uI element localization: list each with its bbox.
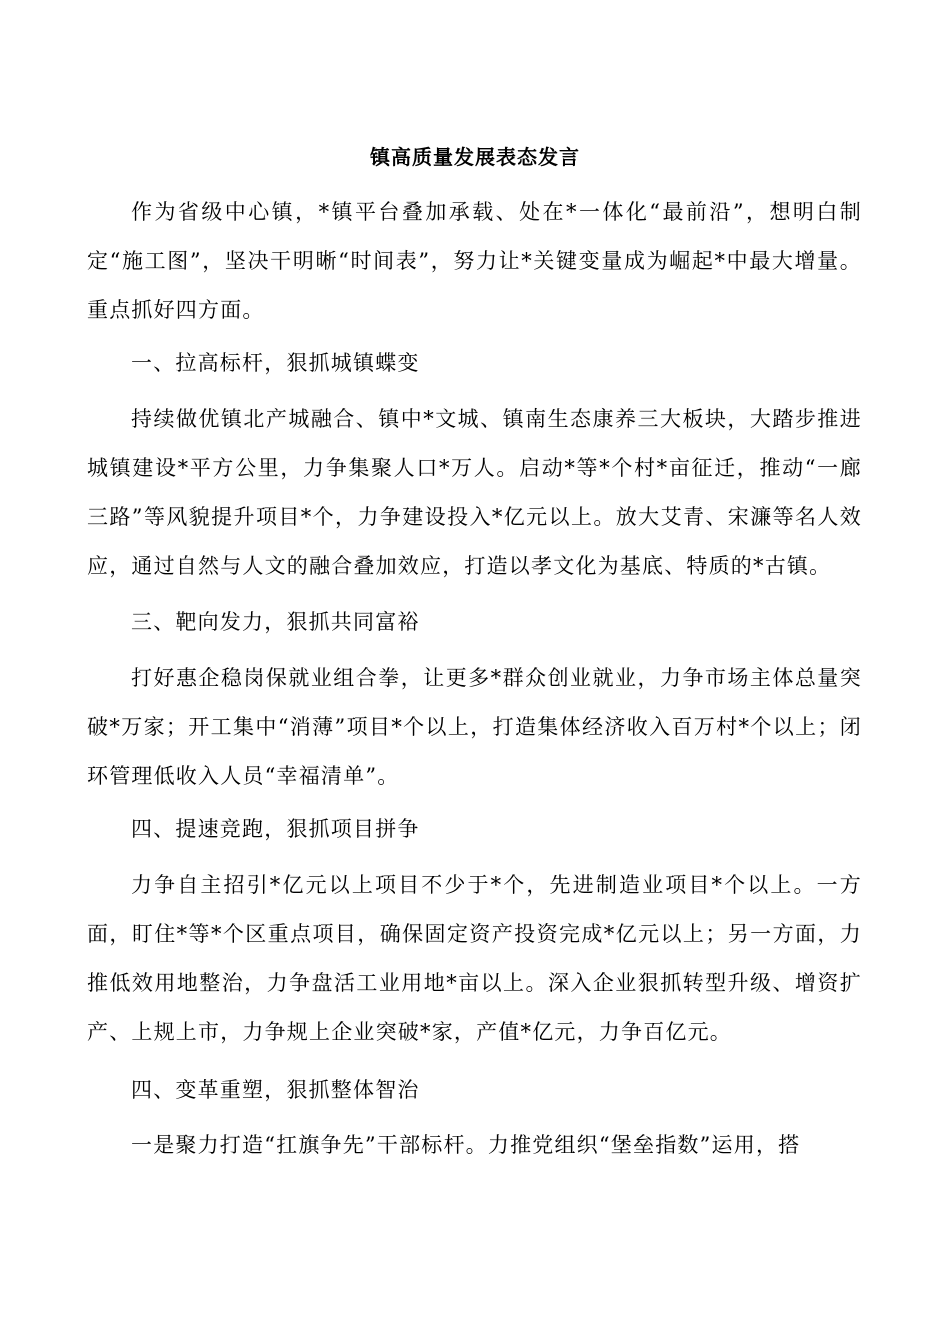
section-heading-4: 四、变革重塑，狠抓整体智治 xyxy=(131,1078,420,1102)
section-heading-3: 四、提速竞跑，狠抓项目拼争 xyxy=(131,817,420,841)
document-title: 镇高质量发展表态发言 xyxy=(370,145,580,169)
intro-paragraph: 作为省级中心镇，*镇平台叠加承载、处在*一体化“最前沿”，想明白制定“施工图”，坚决干明晰“时间表”，努力让*关键变量成为崛起*中最大增量。重点抓好四方面。 xyxy=(87,200,862,322)
section-body-1: 持续做优镇北产城融合、镇中*文城、镇南生态康养三大板块，大踏步推进城镇建设*平方公里，力争集聚人口*万人。启动*等*个村*亩征迁，推动“一廊三路”等风貌提升项目*个，力争建设投入*亿元以上。放大艾青、宋濂等名人效应，通过自然与人文的融合叠加效应，打造以孝文化为基底、特质的*古镇。 xyxy=(87,407,862,578)
section-heading-1: 一、拉高标杆，狠抓城镇蝶变 xyxy=(131,351,420,375)
section-heading-2: 三、靶向发力，狠抓共同富裕 xyxy=(131,610,420,634)
section-body-2: 打好惠企稳岗保就业组合拳，让更多*群众创业就业，力争市场主体总量突破*万家；开工集中“消薄”项目*个以上，打造集体经济收入百万村*个以上；闭环管理低收入人员“幸福清单”。 xyxy=(87,666,862,788)
section-body-3: 力争自主招引*亿元以上项目不少于*个，先进制造业项目*个以上。一方面，盯住*等*个区重点项目，确保固定资产投资完成*亿元以上；另一方面，力推低效用地整治，力争盘活工业用地*亩以上。深入企业狠抓转型升级、增资扩产、上规上市，力争规上企业突破*家，产值*亿元，力争百亿元。 xyxy=(87,873,862,1044)
section-body-4: 一是聚力打造“扛旗争先”干部标杆。力推党组织“堡垒指数”运用，搭 xyxy=(131,1133,801,1157)
